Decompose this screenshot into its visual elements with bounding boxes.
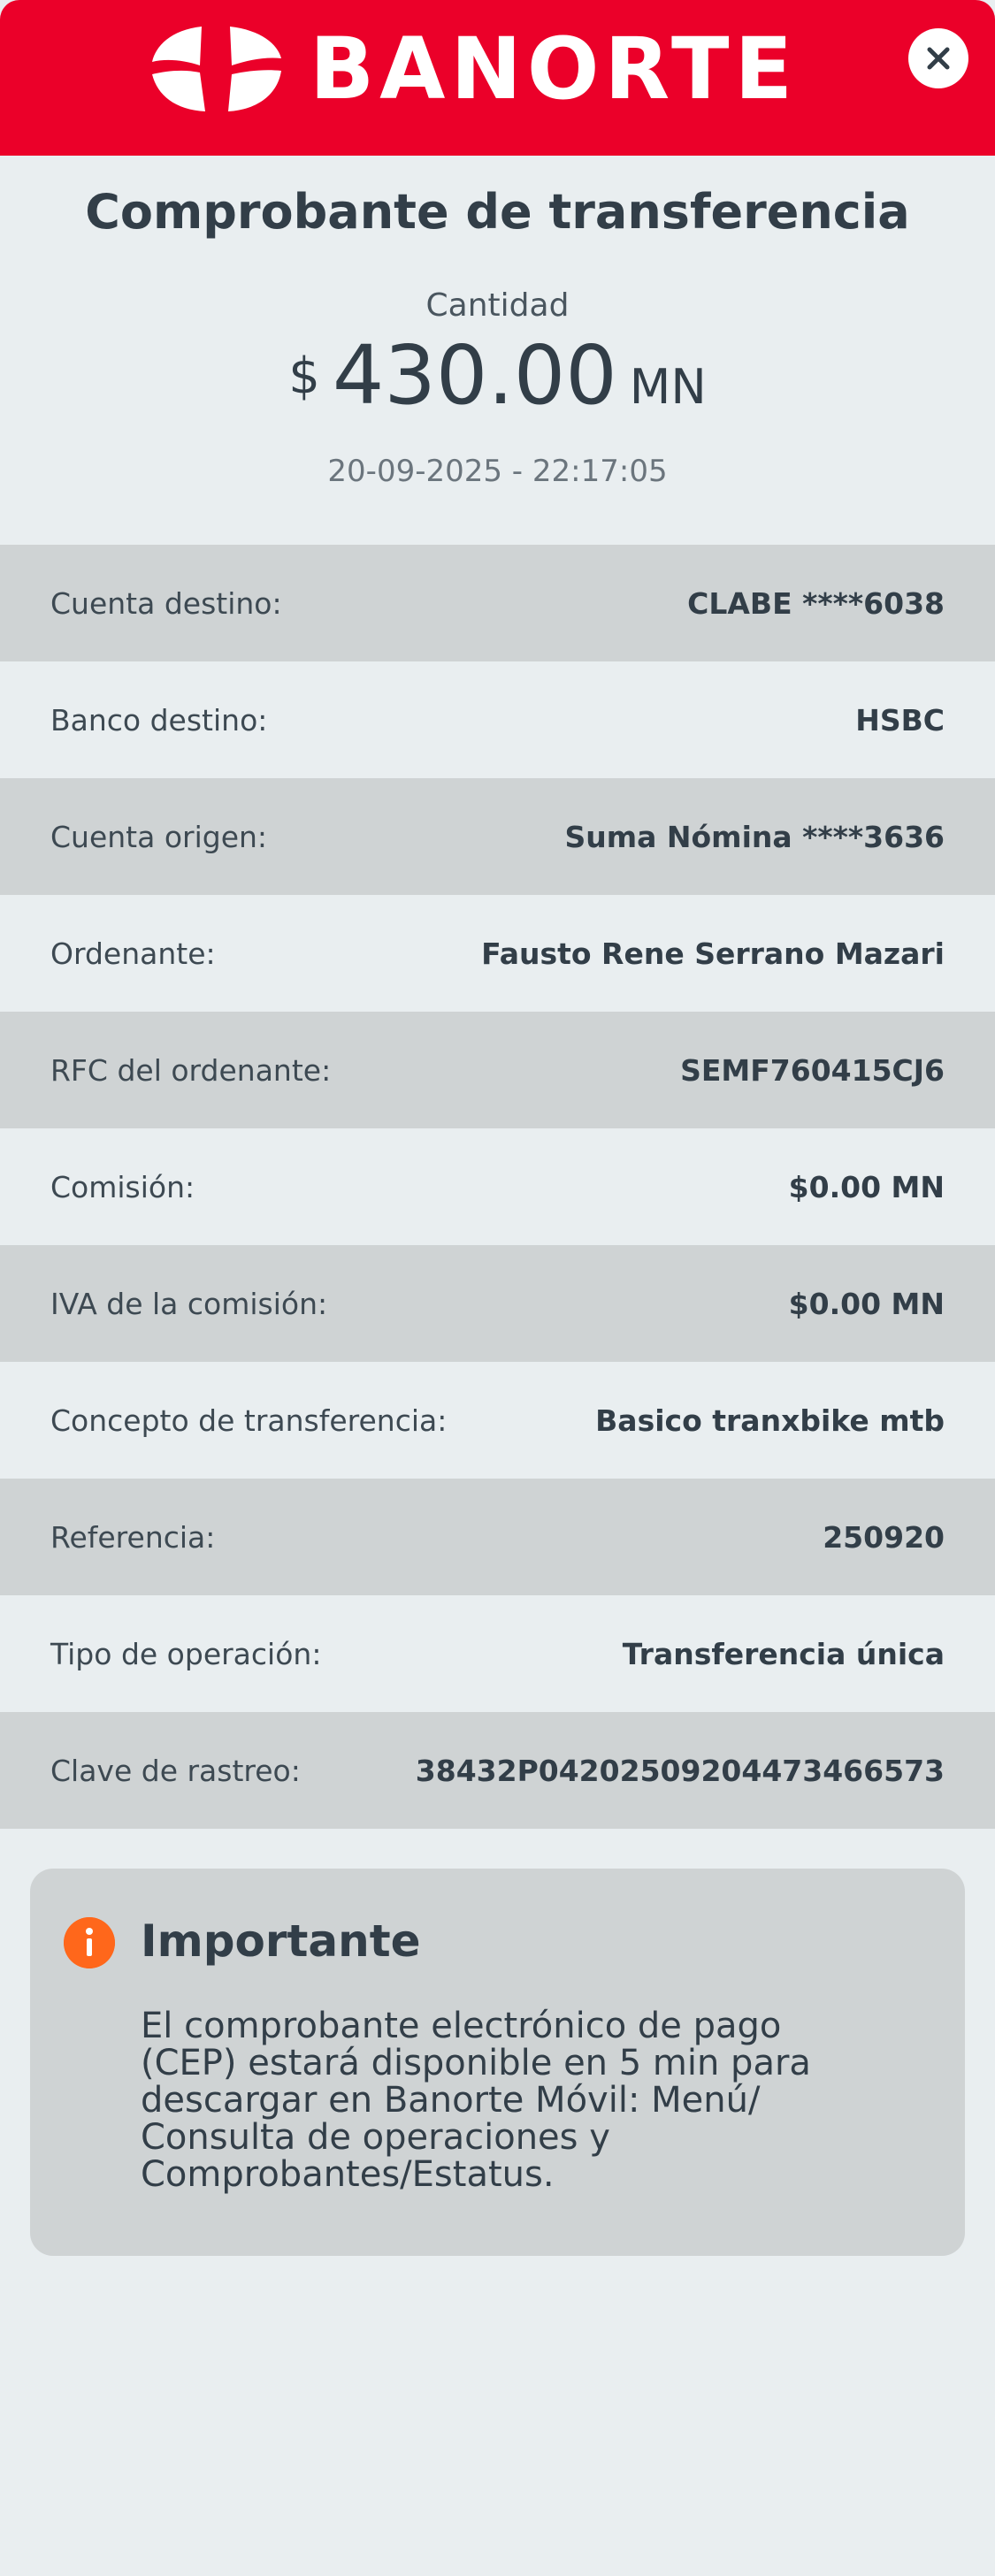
detail-value: $0.00 MN <box>788 1286 945 1321</box>
detail-row-rfc <box>0 1012 995 1128</box>
detail-label: Comisión: <box>50 1169 195 1204</box>
close-icon <box>925 45 952 72</box>
detail-row-ordenante <box>0 895 995 1012</box>
detail-label: RFC del ordenante: <box>50 1052 332 1088</box>
amount-value: 430.00 <box>332 328 617 423</box>
notice-line: descargar en Banorte Móvil: Menú/ <box>141 2080 761 2121</box>
currency-symbol: $ <box>288 348 320 405</box>
info-icon <box>64 1917 115 1968</box>
detail-value: SEMF760415CJ6 <box>680 1052 945 1088</box>
detail-label: Cuenta destino: <box>50 585 282 621</box>
banorte-logo <box>149 19 847 118</box>
detail-label: Banco destino: <box>50 702 268 738</box>
detail-row-referencia <box>0 1479 995 1595</box>
detail-row-cuenta-origen <box>0 778 995 895</box>
detail-row-comision <box>0 1128 995 1245</box>
important-notice <box>30 1869 965 2256</box>
notice-line: El comprobante electrónico de pago <box>141 2006 782 2046</box>
page-title: Comprobante de transferencia <box>85 184 910 240</box>
detail-row-concepto <box>0 1362 995 1479</box>
detail-row-banco-destino <box>0 661 995 778</box>
detail-value: Transferencia única <box>622 1636 945 1671</box>
brand-name: BANORTE <box>310 19 799 118</box>
app-header <box>0 0 995 156</box>
notice-body <box>141 2007 919 2193</box>
detail-label: Clave de rastreo: <box>50 1753 301 1788</box>
detail-label: Concepto de transferencia: <box>50 1403 448 1438</box>
details-list <box>0 545 995 1829</box>
amount-label: Cantidad <box>425 287 570 324</box>
detail-label: Ordenante: <box>50 936 216 971</box>
close-button[interactable] <box>908 28 968 88</box>
detail-value: 38432P04202509204473466573 <box>415 1753 945 1788</box>
detail-value: Suma Nómina ****3636 <box>564 819 945 854</box>
detail-value: $0.00 MN <box>788 1169 945 1204</box>
banorte-logo-icon <box>149 25 283 113</box>
detail-label: Referencia: <box>50 1519 216 1555</box>
currency-unit: MN <box>629 359 707 415</box>
detail-value: 250920 <box>823 1519 945 1555</box>
notice-line: Comprobantes/Estatus. <box>141 2154 555 2195</box>
detail-row-iva-comision <box>0 1245 995 1362</box>
transfer-datetime: 20-09-2025 - 22:17:05 <box>327 454 668 489</box>
detail-row-tipo-operacion <box>0 1595 995 1712</box>
detail-value: Basico tranxbike mtb <box>595 1403 945 1438</box>
detail-row-cuenta-destino <box>0 545 995 661</box>
amount-display <box>0 327 995 424</box>
detail-label: IVA de la comisión: <box>50 1286 328 1321</box>
notice-line: (CEP) estará disponible en 5 min para <box>141 2043 811 2083</box>
detail-label: Cuenta origen: <box>50 819 268 854</box>
detail-value: HSBC <box>855 702 945 738</box>
notice-line: Consulta de operaciones y <box>141 2117 610 2158</box>
detail-value: Fausto Rene Serrano Mazari <box>481 936 945 971</box>
notice-heading: Importante <box>141 1915 421 1967</box>
detail-label: Tipo de operación: <box>50 1636 322 1671</box>
detail-row-clave-rastreo <box>0 1712 995 1829</box>
detail-value: CLABE ****6038 <box>687 585 945 621</box>
